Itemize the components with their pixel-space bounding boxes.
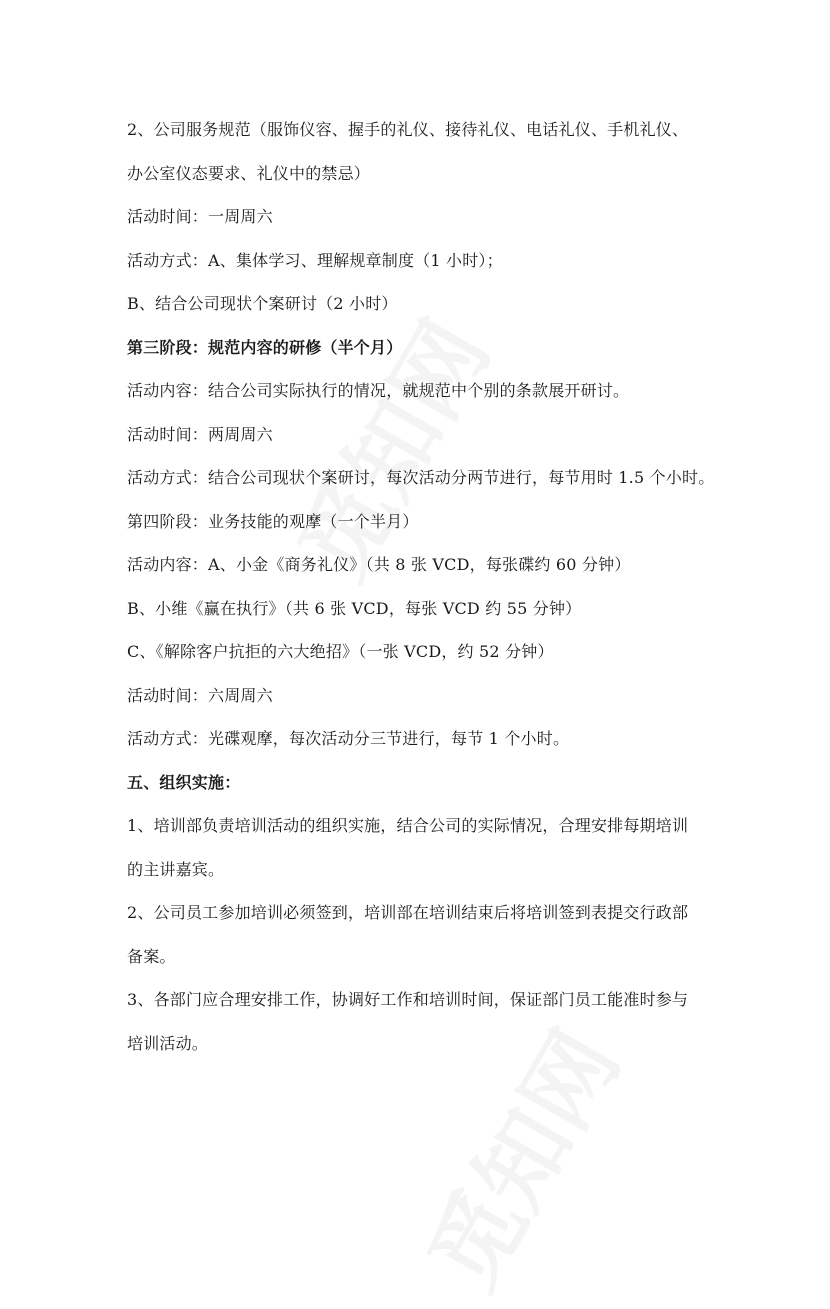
paragraph-line: 活动方式：A、集体学习、理解规章制度（1 小时）； [127,250,503,270]
paragraph-line: 活动内容：A、小金《商务礼仪》（共 8 张 VCD，每张碟约 60 分钟） [127,555,631,574]
paragraph-line: 活动内容：结合公司实际执行的情况，就规范中个别的条款展开研讨。 [127,381,630,400]
paragraph-line: 1、培训部负责培训活动的组织实施，结合公司的实际情况，合理安排每期培训 [127,816,689,835]
paragraph-line: 备案。 [127,946,176,966]
paragraph-line: 2、公司员工参加培训必须签到，培训部在培训结束后将培训签到表提交行政部 [127,903,689,922]
paragraph-line: C、《解除客户抗拒的六大绝招》（一张 VCD，约 52 分钟） [127,642,554,661]
paragraph-line: 活动时间：一周周六 [127,207,273,226]
paragraph-line: 活动方式：光碟观摩，每次活动分三节进行，每节 1 个小时。 [127,729,570,748]
paragraph-line: 的主讲嘉宾。 [127,859,225,879]
section-heading: 第四阶段：业务技能的观摩（一个半月） [127,511,419,531]
paragraph-line: 办公室仪态要求、礼仪中的禁忌） [127,163,371,183]
paragraph-line: 活动时间：六周周六 [127,685,273,705]
paragraph-line: 培训活动。 [127,1033,209,1053]
paragraph-line: 3、各部门应合理安排工作，协调好工作和培训时间，保证部门员工能准时参与 [127,990,689,1009]
document-body [127,108,717,1065]
paragraph-line: 2、公司服务规范（服饰仪容、握手的礼仪、接待礼仪、电话礼仪、手机礼仪、 [127,120,689,139]
paragraph-line: B、结合公司现状个案研讨（2 小时） [127,294,398,313]
paragraph-line: 活动时间：两周周六 [127,424,273,444]
section-heading: 第三阶段：规范内容的研修（半个月） [127,337,403,357]
paragraph-line: B、小维《赢在执行》（共 6 张 VCD，每张 VCD 约 55 分钟） [127,598,582,618]
paragraph-line: 活动方式：结合公司现状个案研讨，每次活动分两节进行，每节用时 1.5 个小时。 [127,468,715,487]
section-heading: 五、组织实施： [127,772,241,792]
